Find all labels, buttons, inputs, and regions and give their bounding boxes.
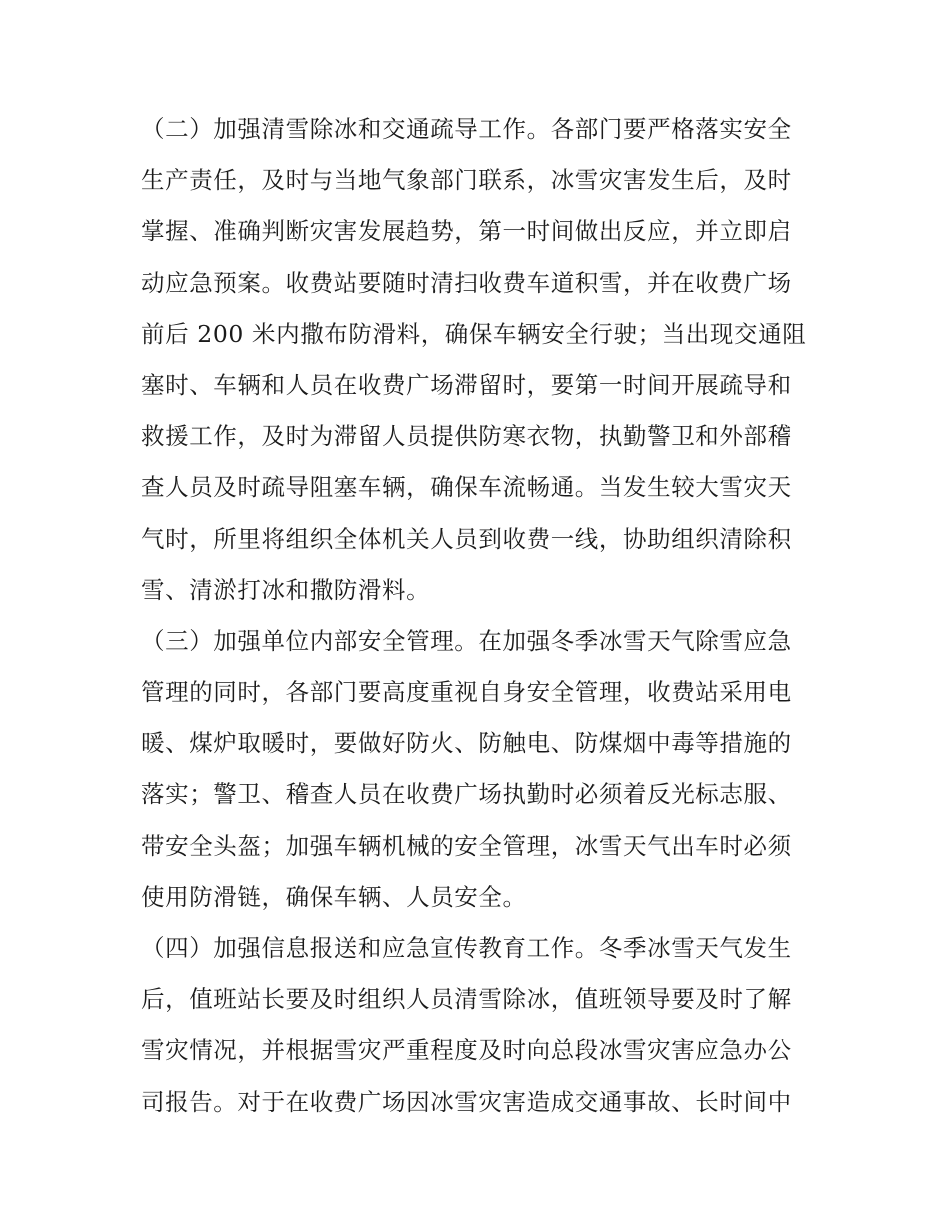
text-line: 动应急预案。收费站要随时清扫收费车道积雪，并在收费广场 bbox=[141, 268, 792, 297]
text-line: 管理的同时，各部门要高度重视自身安全管理，收费站采用电 bbox=[141, 678, 792, 707]
text-line: 带安全头盔；加强车辆机械的安全管理，冰雪天气出车时必须 bbox=[141, 831, 792, 860]
text-line: 司报告。对于在收费广场因冰雪灾害造成交通事故、长时间中 bbox=[141, 1087, 792, 1116]
text-line: （四）加强信息报送和应急宣传教育工作。冬季冰雪天气发生 bbox=[141, 934, 792, 962]
document-body bbox=[141, 104, 813, 1128]
text-line: 使用防滑链，确保车辆、人员安全。 bbox=[141, 882, 527, 911]
text-line: 掌握、准确判断灾害发展趋势，第一时间做出反应，并立即启 bbox=[141, 217, 792, 246]
text-line: 气时，所里将组织全体机关人员到收费一线，协助组织清除积 bbox=[141, 524, 792, 553]
text-line: 雪、清淤打冰和撒防滑料。 bbox=[141, 575, 431, 604]
text-line: 雪灾情况，并根据雪灾严重程度及时向总段冰雪灾害应急办公 bbox=[141, 1036, 792, 1065]
text-line: 塞时、车辆和人员在收费广场滞留时，要第一时间开展疏导和 bbox=[141, 370, 792, 399]
text-line: 落实；警卫、稽查人员在收费广场执勤时必须着反光标志服、 bbox=[141, 780, 792, 809]
paragraph-information-reporting bbox=[141, 923, 813, 1128]
text-line: 后，值班站长要及时组织人员清雪除冰，值班领导要及时了解 bbox=[141, 985, 792, 1014]
text-line: 查人员及时疏导阻塞车辆，确保车流畅通。当发生较大雪灾天 bbox=[141, 473, 792, 502]
text-line: 救援工作，及时为滞留人员提供防寒衣物，执勤警卫和外部稽 bbox=[141, 422, 792, 451]
text-line: 生产责任，及时与当地气象部门联系，冰雪灾害发生后，及时 bbox=[141, 166, 792, 195]
text-line: 暖、煤炉取暖时，要做好防火、防触电、防煤烟中毒等措施的 bbox=[141, 729, 792, 758]
text-line: （三）加强单位内部安全管理。在加强冬季冰雪天气除雪应急 bbox=[141, 626, 792, 655]
paragraph-snow-clearing bbox=[141, 104, 813, 616]
text-line: （二）加强清雪除冰和交通疏导工作。各部门要严格落实安全 bbox=[141, 115, 792, 143]
paragraph-internal-safety bbox=[141, 616, 813, 923]
text-line: 前后 200 米内撒布防滑料，确保车辆安全行驶；当出现交通阻 bbox=[141, 319, 807, 348]
